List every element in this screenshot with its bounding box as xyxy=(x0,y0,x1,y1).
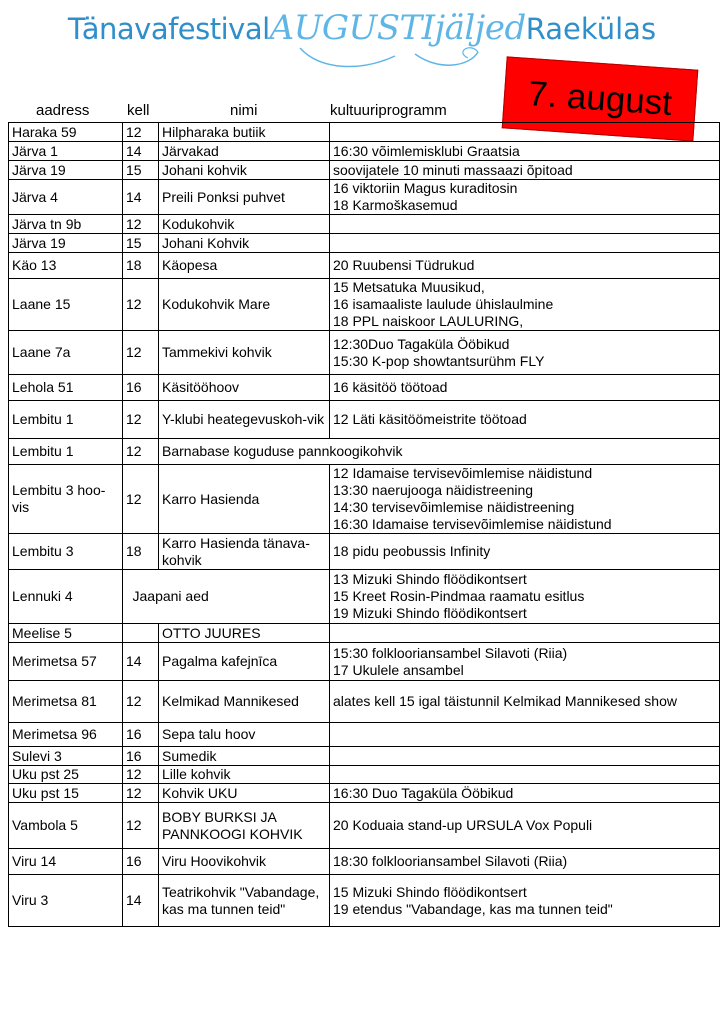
cell-time: 12 xyxy=(123,123,159,142)
banner-title-part1: Tänavafestival xyxy=(67,12,270,46)
cell-program xyxy=(330,803,720,849)
cell-name: Y-klubi heategevuskoh-vik xyxy=(159,401,330,439)
program-line: 18 Karmoškasemud xyxy=(333,197,458,213)
program-line: 15 Mizuki Shindo flöödikontsert xyxy=(333,883,527,900)
cell-program xyxy=(330,123,720,142)
cell-program xyxy=(330,142,720,161)
cell-program xyxy=(330,180,720,215)
cell-name: Kelmikad Mannikesed xyxy=(159,681,330,723)
cell-time: 16 xyxy=(123,375,159,401)
program-line: 12 Idamaise tervisevõimlemise näidistund xyxy=(333,465,593,481)
table-row xyxy=(9,439,720,465)
program-line: alates kell 15 igal täistunnil Kelmikad Mannikesed show xyxy=(333,693,677,709)
cell-name: Käsitööhoov xyxy=(159,375,330,401)
table-row xyxy=(9,253,720,279)
program-line: 20 Koduaia stand-up URSULA Vox Populi xyxy=(333,817,593,833)
program-line: 14:30 tervisevõimlemise näidistreening xyxy=(333,499,575,515)
program-line: 20 Ruubensi Tüdrukud xyxy=(333,257,475,273)
cell-address: Lembitu 3 hoo-vis xyxy=(9,465,123,534)
cell-address: Vambola 5 xyxy=(9,803,123,849)
cell-time: 16 xyxy=(123,723,159,747)
cell-address: Järva 19 xyxy=(9,234,123,253)
program-line: 18 pidu peobussis Infinity xyxy=(333,543,491,559)
cell-time: 12 xyxy=(123,401,159,439)
table-row xyxy=(9,180,720,215)
cell-name: Preili Ponksi puhvet xyxy=(159,180,330,215)
cell-name: Karro Hasienda xyxy=(159,465,330,534)
cell-program xyxy=(330,161,720,180)
cell-program xyxy=(330,723,720,747)
cell-program xyxy=(330,253,720,279)
table-row xyxy=(9,766,720,784)
table-row xyxy=(9,723,720,747)
cell-time: 16 xyxy=(123,747,159,766)
cell-program xyxy=(330,875,720,927)
program-line: 15:30 folklooriansambel Silavoti (Riia) xyxy=(333,644,568,661)
table-row xyxy=(9,681,720,723)
cell-name: Hilpharaka butiik xyxy=(159,123,330,142)
cell-address: Järva 1 xyxy=(9,142,123,161)
table-row xyxy=(9,643,720,681)
cell-address: Laane 15 xyxy=(9,279,123,331)
program-line: 16 viktoriin Magus kuraditosin xyxy=(333,180,518,196)
cell-name: Sepa talu hoov xyxy=(159,723,330,747)
banner-title-part2: AUGUSTIjäljed xyxy=(269,8,526,48)
table-row xyxy=(9,747,720,766)
program-line: 16:30 Duo Tagaküla Ööbikud xyxy=(333,784,514,801)
header-name: nimi xyxy=(230,102,258,119)
table-row xyxy=(9,234,720,253)
cell-name: Lille kohvik xyxy=(159,766,330,784)
program-line: 13 Mizuki Shindo flöödikontsert xyxy=(333,571,527,587)
cell-address: Järva 4 xyxy=(9,180,123,215)
cell-time: 12 xyxy=(123,681,159,723)
column-headers xyxy=(10,100,720,122)
cell-name: Kodukohvik xyxy=(159,215,330,234)
banner-title-part3: Raekülas xyxy=(525,12,657,46)
table-row xyxy=(9,849,720,875)
program-line: 16 käsitöö töötoad xyxy=(333,379,448,395)
program-line: 15 Kreet Rosin-Pindmaa raamatu esitlus xyxy=(333,588,585,604)
cell-name: Barnabase koguduse pannkoogikohvik xyxy=(159,439,330,465)
table-row xyxy=(9,465,720,534)
cell-time: 12 xyxy=(123,465,159,534)
table-row xyxy=(9,161,720,180)
table-row xyxy=(9,279,720,331)
cell-program xyxy=(330,465,720,534)
cell-time: 12 xyxy=(123,766,159,784)
header-address: aadress xyxy=(36,102,90,119)
program-line: 16:30 võimlemisklubi Graatsia xyxy=(333,142,520,159)
cell-time: 14 xyxy=(123,142,159,161)
program-line: soovijatele 10 minuti massaazi õpitoad xyxy=(333,161,573,178)
cell-program xyxy=(330,331,720,375)
table-row xyxy=(9,123,720,142)
cell-name: BOBY BURKSI JA PANNKOOGI KOHVIK xyxy=(159,803,330,849)
cell-name: Karro Hasienda tänava-kohvik xyxy=(159,534,330,570)
cell-time xyxy=(123,624,159,643)
cell-program xyxy=(330,570,720,624)
cell-address: Lembitu 1 xyxy=(9,401,123,439)
cell-program xyxy=(330,784,720,803)
table-row xyxy=(9,784,720,803)
table-row xyxy=(9,401,720,439)
cell-address: Meelise 5 xyxy=(9,624,123,643)
cell-address: Haraka 59 xyxy=(9,123,123,142)
cell-address: Uku pst 15 xyxy=(9,784,123,803)
cell-time: 15 xyxy=(123,234,159,253)
cell-address: Järva 19 xyxy=(9,161,123,180)
cell-time: 14 xyxy=(123,875,159,927)
cell-address: Laane 7a xyxy=(9,331,123,375)
cell-address: Lembitu 1 xyxy=(9,439,123,465)
cell-program xyxy=(330,624,720,643)
program-line: 16 isamaaliste laulude ühislaulmine xyxy=(333,296,554,312)
table-row xyxy=(9,375,720,401)
program-line: 12:30Duo Tagaküla Ööbikud xyxy=(333,335,510,352)
cell-time: 14 xyxy=(123,180,159,215)
cell-time: 12 xyxy=(123,784,159,803)
program-line: 13:30 naerujooga näidistreening xyxy=(333,482,534,498)
cell-program xyxy=(330,643,720,681)
cell-name: Järvakad xyxy=(159,142,330,161)
cell-address: Viru 3 xyxy=(9,875,123,927)
cell-address: Uku pst 25 xyxy=(9,766,123,784)
header-time: kell xyxy=(127,102,150,119)
cell-address: Merimetsa 57 xyxy=(9,643,123,681)
program-line: 15:30 K-pop showtantsurühm FLY xyxy=(333,352,545,369)
cell-address: Lennuki 4 xyxy=(9,570,123,624)
cell-address: Lehola 51 xyxy=(9,375,123,401)
cell-program xyxy=(330,215,720,234)
table-row xyxy=(9,624,720,643)
date-label: 7. august xyxy=(526,74,674,123)
cell-name: Käopesa xyxy=(159,253,330,279)
cell-program xyxy=(330,534,720,570)
table-row xyxy=(9,803,720,849)
schedule-table xyxy=(8,122,720,927)
cell-program xyxy=(330,234,720,253)
cell-name: Sumedik xyxy=(159,747,330,766)
table-row xyxy=(9,534,720,570)
cell-address: Viru 14 xyxy=(9,849,123,875)
cell-program xyxy=(330,279,720,331)
cell-name: Tammekivi kohvik xyxy=(159,331,330,375)
cell-name: OTTO JUURES xyxy=(159,624,330,643)
table-row xyxy=(9,142,720,161)
program-line: 17 Ukulele ansambel xyxy=(333,661,464,678)
table-row xyxy=(9,215,720,234)
cell-name: Johani Kohvik xyxy=(159,234,330,253)
cell-program xyxy=(330,681,720,723)
cell-time: 14 xyxy=(123,643,159,681)
cell-name: Kohvik UKU xyxy=(159,784,330,803)
table-row xyxy=(9,331,720,375)
cell-address: Sulevi 3 xyxy=(9,747,123,766)
cell-name: Pagalma kafejnīca xyxy=(159,643,330,681)
cell-address: Käo 13 xyxy=(9,253,123,279)
cell-time: 18 xyxy=(123,534,159,570)
cell-time: 12 xyxy=(123,215,159,234)
cell-address: Järva tn 9b xyxy=(9,215,123,234)
cell-time: 16 xyxy=(123,849,159,875)
program-line: 18:30 folklooriansambel Silavoti (Riia) xyxy=(333,853,568,869)
program-line: 19 etendus "Vabandage, kas ma tunnen teid" xyxy=(333,900,613,917)
cell-program xyxy=(330,375,720,401)
cell-program xyxy=(330,401,720,439)
cell-program xyxy=(330,747,720,766)
cell-program xyxy=(330,766,720,784)
cell-time: 12 xyxy=(123,331,159,375)
cell-name: Viru Hoovikohvik xyxy=(159,849,330,875)
program-line: 18 PPL naiskoor LAULURING, xyxy=(333,313,524,329)
cell-time: 15 xyxy=(123,161,159,180)
cell-time: 12 xyxy=(123,279,159,331)
cell-name: Kodukohvik Mare xyxy=(159,279,330,331)
program-line: 12 Läti käsitöömeistrite töötoad xyxy=(333,411,527,427)
cell-name: Jaapani aed xyxy=(159,570,330,624)
cell-name: Teatrikohvik "Vabandage, kas ma tunnen teid" xyxy=(159,875,330,927)
table-row xyxy=(9,875,720,927)
cell-address: Merimetsa 96 xyxy=(9,723,123,747)
cell-time: 12 xyxy=(123,439,159,465)
cell-address: Lembitu 3 xyxy=(9,534,123,570)
program-line: 19 Mizuki Shindo flöödikontsert xyxy=(333,605,527,621)
table-row xyxy=(9,570,720,624)
cell-time: 18 xyxy=(123,253,159,279)
cell-name: Johani kohvik xyxy=(159,161,330,180)
cell-address: Merimetsa 81 xyxy=(9,681,123,723)
cell-time: 12 xyxy=(123,803,159,849)
program-line: 15 Metsatuka Muusikud, xyxy=(333,279,485,295)
cell-program xyxy=(330,849,720,875)
program-line: 16:30 Idamaise tervisevõimlemise näidistund xyxy=(333,516,612,532)
header-program: kultuuriprogramm xyxy=(330,102,447,119)
